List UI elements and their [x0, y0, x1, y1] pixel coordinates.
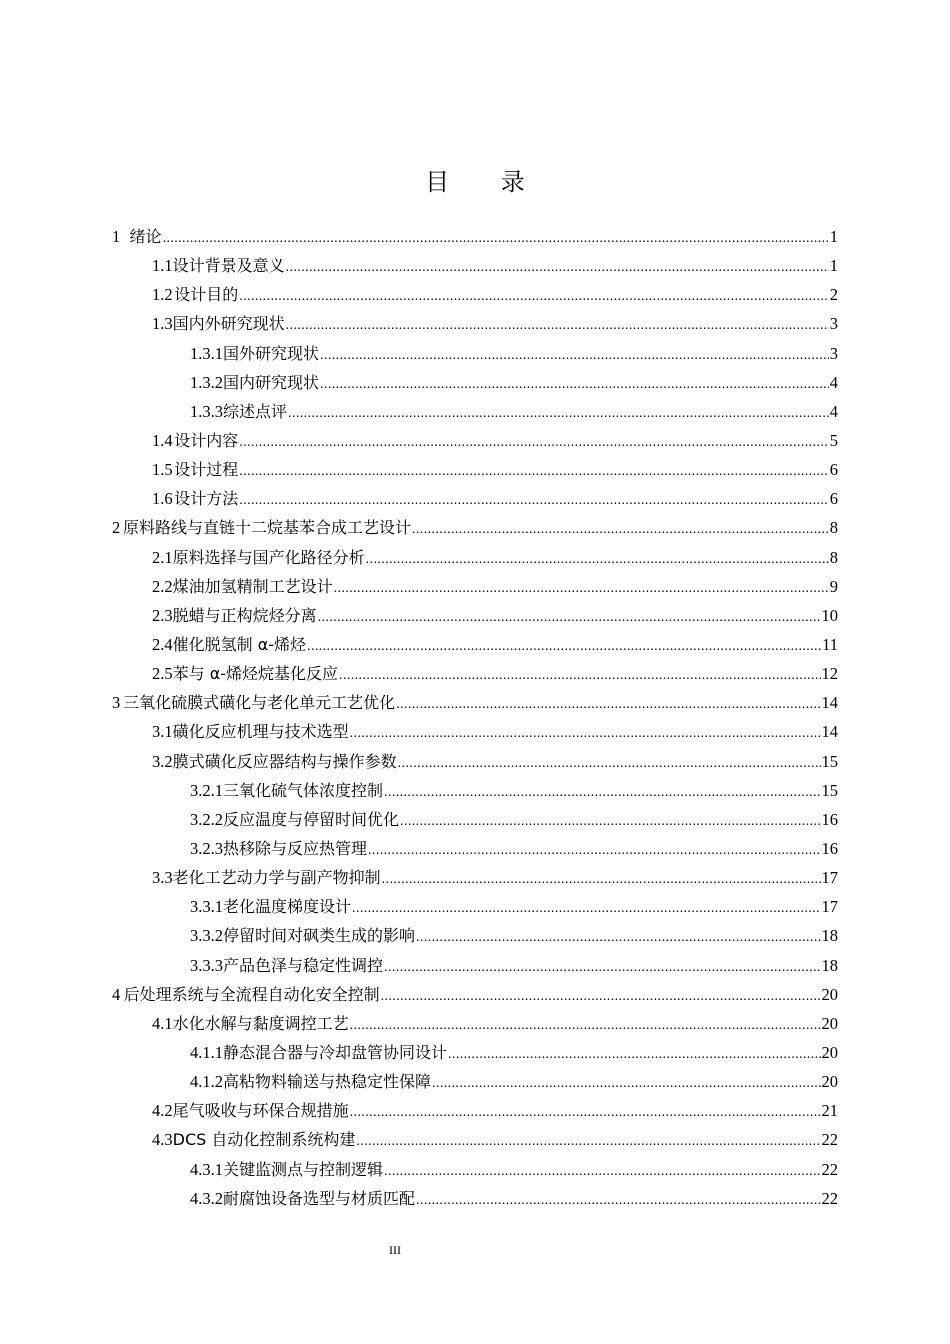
- toc-entry-number: 2.1: [152, 547, 173, 567]
- toc-entry[interactable]: [112, 630, 838, 659]
- toc-entry-number: 1.3.2: [190, 372, 223, 392]
- toc-entry-number: 1.2: [152, 285, 173, 305]
- toc-entry-number: 3.1: [152, 722, 173, 742]
- toc-entry-label: 关键监测点与控制逻辑: [223, 1159, 384, 1179]
- toc-entry-number: 3.2.2: [190, 809, 223, 829]
- toc-entry[interactable]: [112, 1155, 838, 1184]
- toc-dot-leader: [412, 515, 829, 544]
- toc-entry-page: 16: [821, 809, 838, 829]
- toc-entry-number: 1.4: [152, 430, 173, 450]
- toc-entry-number: 4: [112, 984, 121, 1004]
- toc-entry-label: 老化温度梯度设计: [223, 897, 352, 917]
- toc-entry[interactable]: [112, 426, 838, 455]
- toc-entry-page: 2: [829, 285, 838, 305]
- toc-entry-label: 热移除与反应热管理: [223, 838, 368, 858]
- toc-dot-leader: [286, 311, 829, 340]
- toc-dot-leader: [239, 428, 828, 457]
- toc-entry-page: 9: [829, 576, 838, 596]
- toc-entry[interactable]: [112, 543, 838, 572]
- toc-entry-label: 高粘物料输送与热稳定性保障: [223, 1072, 432, 1092]
- toc-entry-label: 设计内容: [174, 430, 239, 450]
- toc-entry-page: 20: [821, 1072, 838, 1092]
- toc-entry[interactable]: [112, 892, 838, 921]
- toc-entry-page: 12: [821, 664, 838, 684]
- toc-entry-number: 1.6: [152, 489, 173, 509]
- toc-entry-label: 设计目的: [174, 285, 239, 305]
- toc-dot-leader: [334, 574, 829, 603]
- toc-entry-page: 17: [821, 897, 838, 917]
- toc-entry-number: 1.5: [152, 460, 173, 480]
- toc-entry-number: 4.1.2: [190, 1072, 223, 1092]
- toc-entry-page: 5: [829, 430, 838, 450]
- toc-entry-label: 耐腐蚀设备选型与材质匹配: [223, 1188, 416, 1208]
- toc-entry-number: 2: [112, 518, 121, 538]
- toc-entry[interactable]: [112, 863, 838, 892]
- toc-entry-page: 20: [821, 1042, 838, 1062]
- toc-entry[interactable]: [112, 455, 838, 484]
- toc-entry-page: 20: [821, 1013, 838, 1033]
- toc-entry[interactable]: [112, 397, 838, 426]
- toc-entry-page: 3: [829, 314, 838, 334]
- toc-entry-label: 设计背景及意义: [172, 256, 285, 276]
- toc-entry[interactable]: [112, 368, 838, 397]
- toc-entry-label: 设计方法: [174, 489, 239, 509]
- toc-entry-page: 8: [829, 547, 838, 567]
- toc-entry-number: 4.2: [152, 1101, 173, 1121]
- toc-dot-leader: [381, 982, 821, 1011]
- toc-entry-number: 1.3: [152, 314, 173, 334]
- toc-entry[interactable]: [112, 484, 838, 513]
- toc-entry-page: 15: [821, 780, 838, 800]
- toc-entry-number: 2.2: [152, 576, 173, 596]
- toc-entry-number: 3.3.1: [190, 897, 223, 917]
- toc-entry-number: 3.3.3: [190, 955, 223, 975]
- toc-entry[interactable]: [112, 717, 838, 746]
- toc-entry[interactable]: [112, 980, 838, 1009]
- toc-entry-label: 绪论: [129, 227, 162, 246]
- toc-entry[interactable]: [112, 339, 838, 368]
- toc-entry-label: 国外研究现状: [223, 343, 320, 363]
- toc-entry-label: 催化脱氢制 α-烯烃: [172, 634, 307, 654]
- toc-entry[interactable]: [112, 572, 838, 601]
- toc-entry[interactable]: [112, 659, 838, 688]
- toc-entry[interactable]: [112, 513, 838, 542]
- toc-entry[interactable]: [112, 280, 838, 309]
- toc-entry[interactable]: [112, 776, 838, 805]
- toc-entry[interactable]: [112, 1184, 838, 1213]
- toc-entry-number: 1.3.1: [190, 343, 223, 363]
- toc-entry-number: 2.4: [152, 634, 173, 654]
- toc-entry-page: 14: [821, 722, 838, 742]
- toc-entry-label: 水化水解与黏度调控工艺: [172, 1013, 349, 1033]
- toc-entry[interactable]: [112, 921, 838, 950]
- toc-entry-page: 16: [821, 838, 838, 858]
- toc-dot-leader: [368, 836, 820, 865]
- toc-entry-page: 22: [821, 1130, 838, 1150]
- toc-entry-page: 11: [822, 634, 838, 654]
- toc-dot-leader: [432, 1069, 820, 1098]
- toc-entry-label: 三氧化硫气体浓度控制: [223, 780, 384, 800]
- toc-entry[interactable]: [112, 1067, 838, 1096]
- toc-entry-label: 国内研究现状: [223, 372, 320, 392]
- toc-dot-leader: [163, 224, 829, 253]
- toc-entry-page: 8: [829, 518, 838, 538]
- toc-entry-label: DCS 自动化控制系统构建: [172, 1130, 356, 1150]
- toc-entry-number: 3.2.1: [190, 780, 223, 800]
- toc-entry-number: 2.3: [152, 605, 173, 625]
- toc-dot-leader: [384, 1157, 820, 1186]
- toc-entry-page: 1: [829, 227, 838, 246]
- toc-entry-label: 尾气吸收与环保合规措施: [172, 1101, 349, 1121]
- toc-entry-page: 22: [821, 1159, 838, 1179]
- toc-entry-label: 煤油加氢精制工艺设计: [172, 576, 333, 596]
- toc-entry[interactable]: [112, 1096, 838, 1125]
- toc-dot-leader: [318, 603, 821, 632]
- toc-entry-number: 1.1: [152, 256, 173, 276]
- toc-entry[interactable]: [112, 309, 838, 338]
- toc-dot-leader: [307, 632, 821, 661]
- toc-entry-page: 20: [821, 984, 838, 1004]
- toc-entry[interactable]: [112, 1038, 838, 1067]
- toc-entry-label: 原料路线与直链十二烷基苯合成工艺设计: [122, 518, 411, 538]
- toc-entry-page: 17: [821, 868, 838, 888]
- toc-dot-leader: [320, 341, 829, 370]
- toc-entry-number: 1.3.3: [190, 401, 223, 421]
- toc-entry[interactable]: [112, 1125, 838, 1154]
- toc-dot-leader: [352, 894, 820, 923]
- toc-entry[interactable]: [112, 805, 838, 834]
- toc-entry-page: 21: [821, 1101, 838, 1121]
- toc-dot-leader: [396, 690, 820, 719]
- toc-dot-leader: [350, 719, 821, 748]
- footer-page-number: III: [389, 1243, 401, 1257]
- toc-dot-leader: [239, 457, 828, 486]
- toc-entry-page: 14: [821, 693, 838, 713]
- toc-entry[interactable]: [112, 834, 838, 863]
- toc-dot-leader: [448, 1040, 820, 1069]
- toc-dot-leader: [384, 953, 820, 982]
- toc-dot-leader: [382, 865, 821, 894]
- toc-entry-page: 1: [829, 256, 838, 276]
- toc-entry-label: 三氧化硫膜式磺化与老化单元工艺优化: [123, 693, 396, 713]
- toc-entry-number: 3.2.3: [190, 838, 223, 858]
- toc-entry-page: 3: [829, 343, 838, 363]
- toc-dot-leader: [356, 1127, 820, 1156]
- toc-entry-number: 3.2: [152, 751, 173, 771]
- toc-entry-label: 后处理系统与全流程自动化安全控制: [123, 984, 380, 1004]
- toc-entry-page: 6: [829, 460, 838, 480]
- toc-entry[interactable]: [112, 251, 838, 280]
- toc-dot-leader: [384, 778, 820, 807]
- toc-entry-number: 3.3.2: [190, 926, 223, 946]
- toc-entry-label: 设计过程: [174, 460, 239, 480]
- toc-dot-leader: [350, 1011, 821, 1040]
- toc-entry-label: 苯与 α-烯烃烷基化反应: [172, 664, 339, 684]
- toc-entry-label: 停留时间对砜类生成的影响: [223, 926, 416, 946]
- toc-dot-leader: [286, 253, 829, 282]
- toc-entry-label: 综述点评: [223, 401, 288, 421]
- toc-dot-leader: [366, 545, 829, 574]
- toc-entry-label: 反应温度与停留时间优化: [223, 809, 400, 829]
- toc-dot-leader: [350, 1098, 821, 1127]
- toc-entry-page: 10: [821, 605, 838, 625]
- toc-entry-label: 产品色泽与稳定性调控: [223, 955, 384, 975]
- toc-entry[interactable]: [112, 222, 838, 251]
- toc-entry-number: 4.3.2: [190, 1188, 223, 1208]
- toc-entry-page: 18: [821, 926, 838, 946]
- toc-dot-leader: [339, 661, 820, 690]
- toc-entry-label: 国内外研究现状: [172, 314, 285, 334]
- toc-entry-number: 3: [112, 693, 121, 713]
- toc-entry-number: 2.5: [152, 664, 173, 684]
- toc-entry-page: 18: [821, 955, 838, 975]
- toc-entry-label: 脱蜡与正构烷烃分离: [172, 605, 317, 625]
- toc-dot-leader: [288, 399, 829, 428]
- toc-entry[interactable]: [112, 747, 838, 776]
- toc-entry-page: 4: [829, 372, 838, 392]
- toc-entry[interactable]: [112, 951, 838, 980]
- toc-entry-label: 磺化反应机理与技术选型: [172, 722, 349, 742]
- toc-entry[interactable]: [112, 601, 838, 630]
- toc-entry[interactable]: [112, 688, 838, 717]
- toc-entry-page: 15: [821, 751, 838, 771]
- toc-dot-leader: [398, 749, 821, 778]
- toc-entry-number: 4.1: [152, 1013, 173, 1033]
- toc-entry-page: 22: [821, 1188, 838, 1208]
- toc-dot-leader: [320, 370, 829, 399]
- toc-entry-label: 老化工艺动力学与副产物抑制: [172, 868, 381, 888]
- toc-entry-label: 原料选择与国产化路径分析: [172, 547, 365, 567]
- toc-dot-leader: [400, 807, 820, 836]
- toc-entry-number: 1: [112, 227, 121, 246]
- toc-entry-page: 6: [829, 489, 838, 509]
- toc-entry-page: 4: [829, 401, 838, 421]
- toc-entry-number: 4.3.1: [190, 1159, 223, 1179]
- toc-entry-label: 静态混合器与冷却盘管协同设计: [223, 1042, 448, 1062]
- toc-entry[interactable]: [112, 1009, 838, 1038]
- toc-entry-label: 膜式磺化反应器结构与操作参数: [172, 751, 397, 771]
- toc-entry-number: 4.3: [152, 1130, 173, 1150]
- toc-dot-leader: [416, 1186, 820, 1215]
- toc-list: [112, 222, 838, 1213]
- toc-dot-leader: [239, 282, 828, 311]
- toc-title: 目 录: [425, 168, 547, 196]
- toc-entry-number: 3.3: [152, 868, 173, 888]
- toc-dot-leader: [416, 923, 820, 952]
- toc-entry-number: 4.1.1: [190, 1042, 223, 1062]
- toc-dot-leader: [239, 486, 828, 515]
